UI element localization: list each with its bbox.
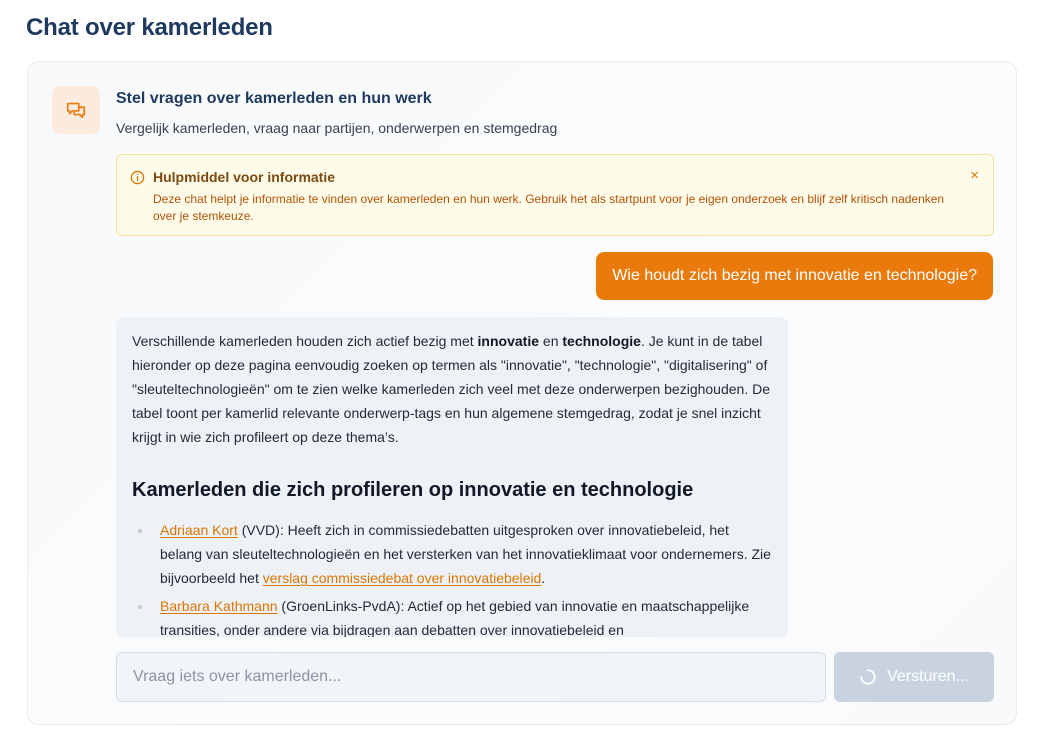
member-description-end: . bbox=[541, 570, 546, 586]
answer-intro-text: en bbox=[539, 333, 563, 349]
info-icon bbox=[130, 170, 145, 185]
list-item bbox=[160, 518, 772, 590]
answer-heading: Kamerleden die zich profileren op innovatie en technologie bbox=[132, 479, 694, 501]
info-notice-body: Deze chat helpt je informatie te vinden over kamerleden en hun werk. Gebruik het als startpunt voor je eigen onderzoek en blijf zelf kritisch nadenken over je stemkeuze. bbox=[153, 192, 945, 223]
answer-intro-text: Verschillende kamerleden houden zich actief bezig met bbox=[132, 333, 478, 349]
info-notice bbox=[116, 154, 994, 236]
info-notice-title: Hulpmiddel voor informatie bbox=[153, 169, 336, 185]
answer-keyword-technologie: technologie bbox=[562, 333, 641, 349]
chat-input[interactable] bbox=[116, 652, 826, 702]
answer-intro-text: . Je kunt in de tabel hieronder op deze pagina eenvoudig zoeken op termen als "innovatie", "technologie", "digitalisering" of "sleuteltechnologieën" om te zien welke kamerleden zich veel met deze onderwerpen bezighouden. De tabel toont per kamerlid relevante onderwerp-tags en hun algemene stemgedrag, zodat je snel inzicht krijgt in wie zich profileert op deze thema’s. bbox=[132, 333, 770, 445]
answer-keyword-innovatie: innovatie bbox=[477, 333, 540, 349]
user-message bbox=[596, 252, 993, 300]
member-description: (VVD): Heeft zich in commissiedebatten uitgesproken over innovatiebeleid, het belang van sleuteltechnologieën en het versterken van het innovatieklimaat voor ondernemers. Zie bijvoorbeeld het bbox=[160, 522, 771, 586]
spinner-icon bbox=[859, 668, 877, 686]
member-description: (GroenLinks-PvdA): Actief op het gebied van innovatie en maatschappelijke transities, onder andere via bijdragen aan debatten over innovatiebeleid en bbox=[160, 598, 750, 637]
send-button[interactable] bbox=[834, 652, 994, 702]
answer-intro bbox=[132, 329, 772, 449]
member-link-barbara-kathmann[interactable]: Barbara Kathmann bbox=[160, 598, 278, 614]
member-list bbox=[132, 518, 772, 637]
list-item bbox=[160, 594, 772, 637]
close-icon[interactable]: × bbox=[970, 167, 979, 184]
assistant-message bbox=[116, 317, 788, 637]
chat-card bbox=[27, 61, 1017, 725]
page-title: Chat over kamerleden bbox=[26, 14, 273, 41]
user-message-text: Wie houdt zich bezig met innovatie en technologie? bbox=[612, 267, 977, 284]
chat-subheading: Vergelijk kamerleden, vraag naar partijen, onderwerpen en stemgedrag bbox=[116, 120, 558, 136]
chat-bubbles-icon bbox=[52, 86, 100, 134]
chat-heading: Stel vragen over kamerleden en hun werk bbox=[116, 90, 432, 107]
member-link-adriaan-kort[interactable]: Adriaan Kort bbox=[160, 522, 238, 538]
send-button-label: Versturen... bbox=[887, 668, 969, 685]
debate-report-link[interactable]: verslag commissiedebat over innovatiebeleid bbox=[262, 570, 542, 586]
